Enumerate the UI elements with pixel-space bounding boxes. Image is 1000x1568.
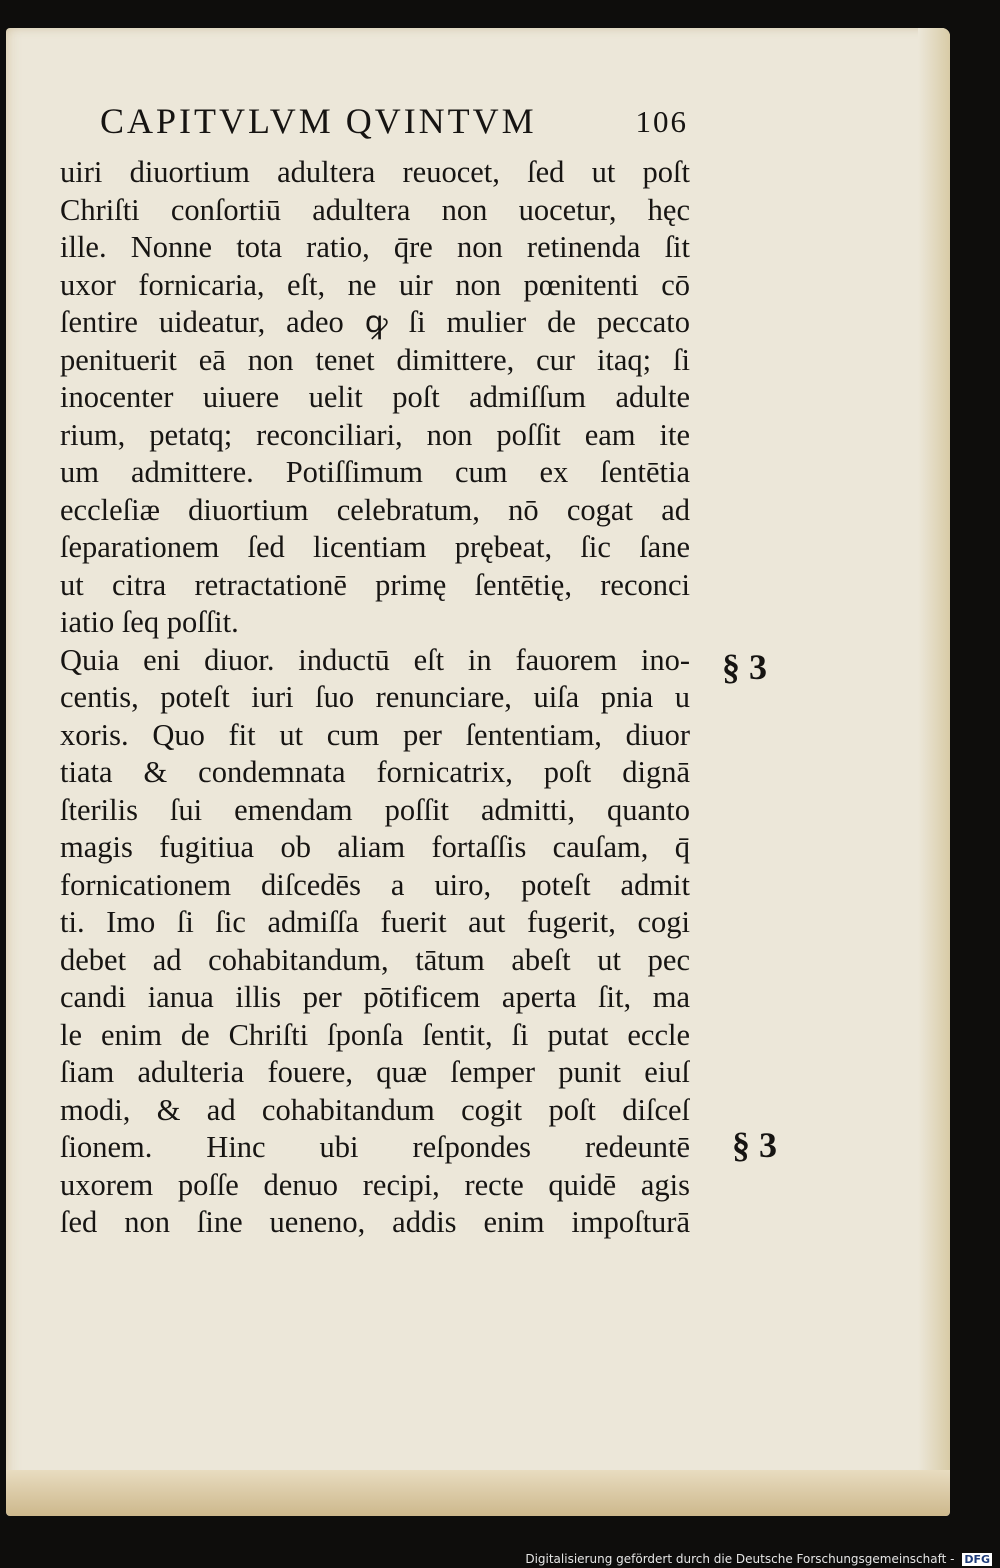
text-line: ut citra retractationē primę ſentētię, reconci (60, 567, 690, 602)
text-line: ſionem. Hinc ubi reſpondes redeuntē (60, 1130, 690, 1164)
text-line: eccleſiæ diuortium celebratum, nō cogat ad (60, 492, 690, 527)
text-line: ſiam adulteria fouere, quæ ſemper punit eiuſ (60, 1055, 690, 1089)
text-line: Quia eni diuor. inductū eſt in fauorem ino- (60, 642, 690, 677)
text-line: penituerit eā non tenet dimittere, cur itaq; ſi (60, 342, 690, 377)
text-line: Chriſti conſortiū adultera non uocetur, hęc (60, 192, 690, 227)
text-line: xoris. Quo fit ut cum per ſententiam, diuor (60, 717, 690, 752)
marginal-note-section-mark: § 3 (722, 647, 767, 687)
text-line: ti. Imo ſi ſic admiſſa fuerit aut fugerit, cogi (60, 905, 690, 939)
page-header (100, 100, 688, 148)
page-edge-right (918, 28, 950, 1516)
text-line: tiata & condemnata fornicatrix, poſt dignā (60, 755, 690, 789)
page-number: 106 (635, 104, 688, 139)
text-line: ſterilis ſui emendam poſſit admitti, quanto (60, 792, 690, 827)
text-line: ſed non ſine ueneno, addis enim impoſturā (60, 1205, 690, 1239)
text-line: fornicationem diſcedēs a uiro, poteſt admit (60, 867, 690, 902)
text-line: uiri diuortium adultera reuocet, ſed ut poſt (60, 155, 690, 189)
text-line: inocenter uiuere uelit poſt admiſſum adulte (60, 380, 690, 414)
digitization-credit: Digitalisierung gefördert durch die Deutsche Forschungsgemeinschaft - (525, 1552, 955, 1566)
running-title: CAPITVLVM QVINTVM (100, 101, 537, 141)
text-line: ſentire uideatur, adeo ꝙ ſi mulier de peccato (60, 305, 690, 339)
dfg-logo: DFG (964, 1553, 990, 1566)
text-line: ille. Nonne tota ratio, q̄re non retinenda ſit (60, 230, 690, 264)
text-line: magis fugitiua ob aliam fortaſſis cauſam, q̄ (60, 830, 690, 864)
text-line: modi, & ad cohabitandum cogit poſt diſceſ (60, 1092, 690, 1127)
page-edge-bottom (6, 1470, 950, 1516)
text-line: candi ianua illis per pōtificem aperta ſit, ma (60, 980, 690, 1014)
text-line: ſeparationem ſed licentiam prębeat, ſic ſane (60, 530, 690, 564)
text-line: iatio ſeq poſſit. (60, 605, 239, 639)
text-line: le enim de Chriſti ſponſa ſentit, ſi putat eccle (60, 1017, 690, 1052)
marginal-note-section-mark: § 3 (732, 1125, 777, 1165)
digitization-footer (525, 1552, 992, 1566)
text-line: uxor fornicaria, eſt, ne uir non pœnitenti cō (60, 267, 690, 302)
body-text (60, 154, 690, 1242)
text-line: um admittere. Potiſſimum cum ex ſentētia (60, 455, 690, 489)
text-line: centis, poteſt iuri ſuo renunciare, uiſa pnia u (60, 680, 690, 714)
text-line: uxorem poſſe denuo recipi, recte quidē agis (60, 1167, 690, 1202)
text-line: rium, petatq; reconciliari, non poſſit eam ite (60, 417, 690, 452)
text-line: debet ad cohabitandum, tātum abeſt ut pec (60, 942, 690, 977)
